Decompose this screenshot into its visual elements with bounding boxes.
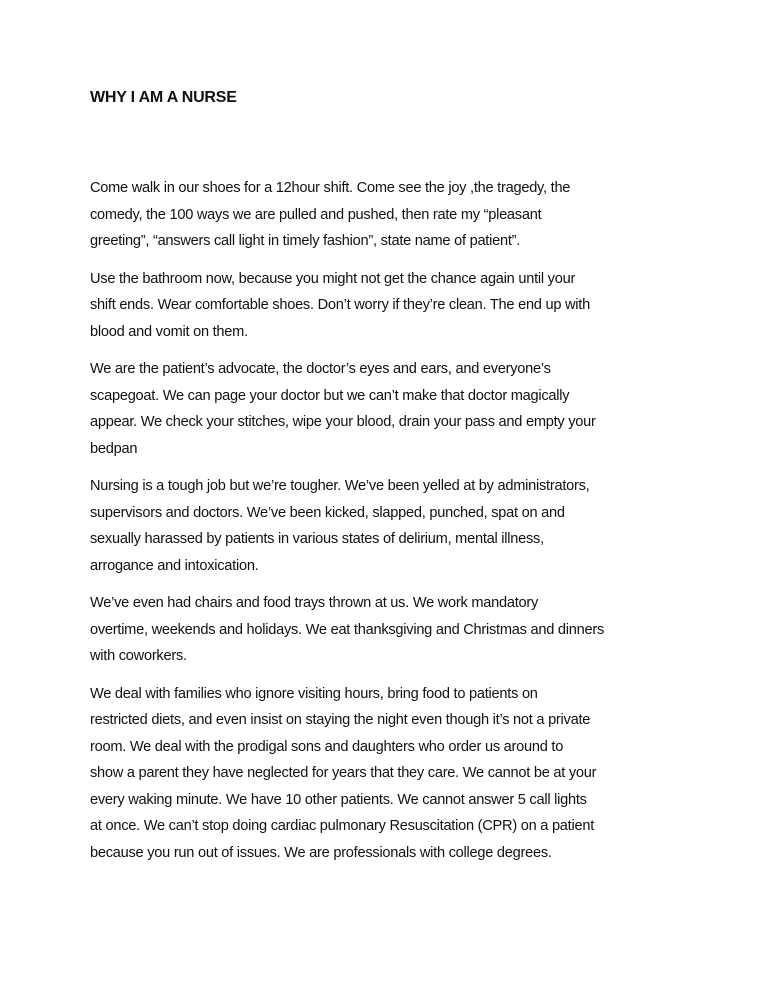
- paragraph-line: room. We deal with the prodigal sons and daughters who order us around to: [90, 738, 564, 755]
- paragraph-line: bedpan: [90, 440, 138, 457]
- paragraph-line: appear. We check your stitches, wipe your blood, drain your pass and empty your: [90, 414, 596, 430]
- paragraph: [90, 266, 700, 346]
- paragraph-line: greeting”, “answers call light in timely fashion”, state name of patient”.: [90, 233, 521, 249]
- paragraph-line: We’ve even had chairs and food trays thrown at us. We work mandatory: [90, 595, 539, 611]
- paragraph-line: show a parent they have neglected for years that they care. We cannot be at your: [90, 765, 597, 781]
- paragraph-line: because you run out of issues. We are professionals with college degrees.: [90, 844, 552, 861]
- paragraph: [90, 356, 700, 462]
- paragraph-line: restricted diets, and even insist on staying the night even though it’s not a private: [90, 712, 591, 728]
- paragraph-line: sexually harassed by patients in various states of delirium, mental illness,: [90, 531, 544, 547]
- paragraph-line: scapegoat. We can page your doctor but we can’t make that doctor magically: [90, 387, 570, 404]
- paragraph-line: with coworkers.: [90, 648, 187, 664]
- paragraph-line: blood and vomit on them.: [90, 323, 248, 340]
- paragraph: [90, 590, 700, 670]
- paragraph-line: at once. We can’t stop doing cardiac pulmonary Resuscitation (CPR) on a patient: [90, 818, 595, 834]
- paragraph-line: Come walk in our shoes for a 12hour shift. Come see the joy ,the tragedy, the: [90, 180, 571, 196]
- paragraph: [90, 473, 700, 579]
- paragraph-line: Use the bathroom now, because you might not get the chance again until your: [90, 270, 576, 287]
- paragraph-line: supervisors and doctors. We’ve been kicked, slapped, punched, spat on and: [90, 504, 565, 521]
- document-body: [90, 175, 700, 877]
- paragraph-line: arrogance and intoxication.: [90, 557, 259, 574]
- paragraph-line: overtime, weekends and holidays. We eat thanksgiving and Christmas and dinners: [90, 621, 605, 638]
- paragraph-line: We are the patient’s advocate, the doctor’s eyes and ears, and everyone’s: [90, 361, 551, 377]
- paragraph-line: every waking minute. We have 10 other patients. We cannot answer 5 call lights: [90, 791, 587, 808]
- paragraph-line: comedy, the 100 ways we are pulled and pushed, then rate my “pleasant: [90, 206, 542, 223]
- document-title: WHY I AM A NURSE: [90, 89, 237, 106]
- paragraph-line: We deal with families who ignore visiting hours, bring food to patients on: [90, 685, 538, 702]
- paragraph-line: Nursing is a tough job but we’re tougher. We’ve been yelled at by administrators,: [90, 478, 590, 494]
- paragraph: [90, 175, 700, 255]
- paragraph-line: shift ends. Wear comfortable shoes. Don’t worry if they’re clean. The end up with: [90, 297, 590, 313]
- paragraph: [90, 681, 700, 867]
